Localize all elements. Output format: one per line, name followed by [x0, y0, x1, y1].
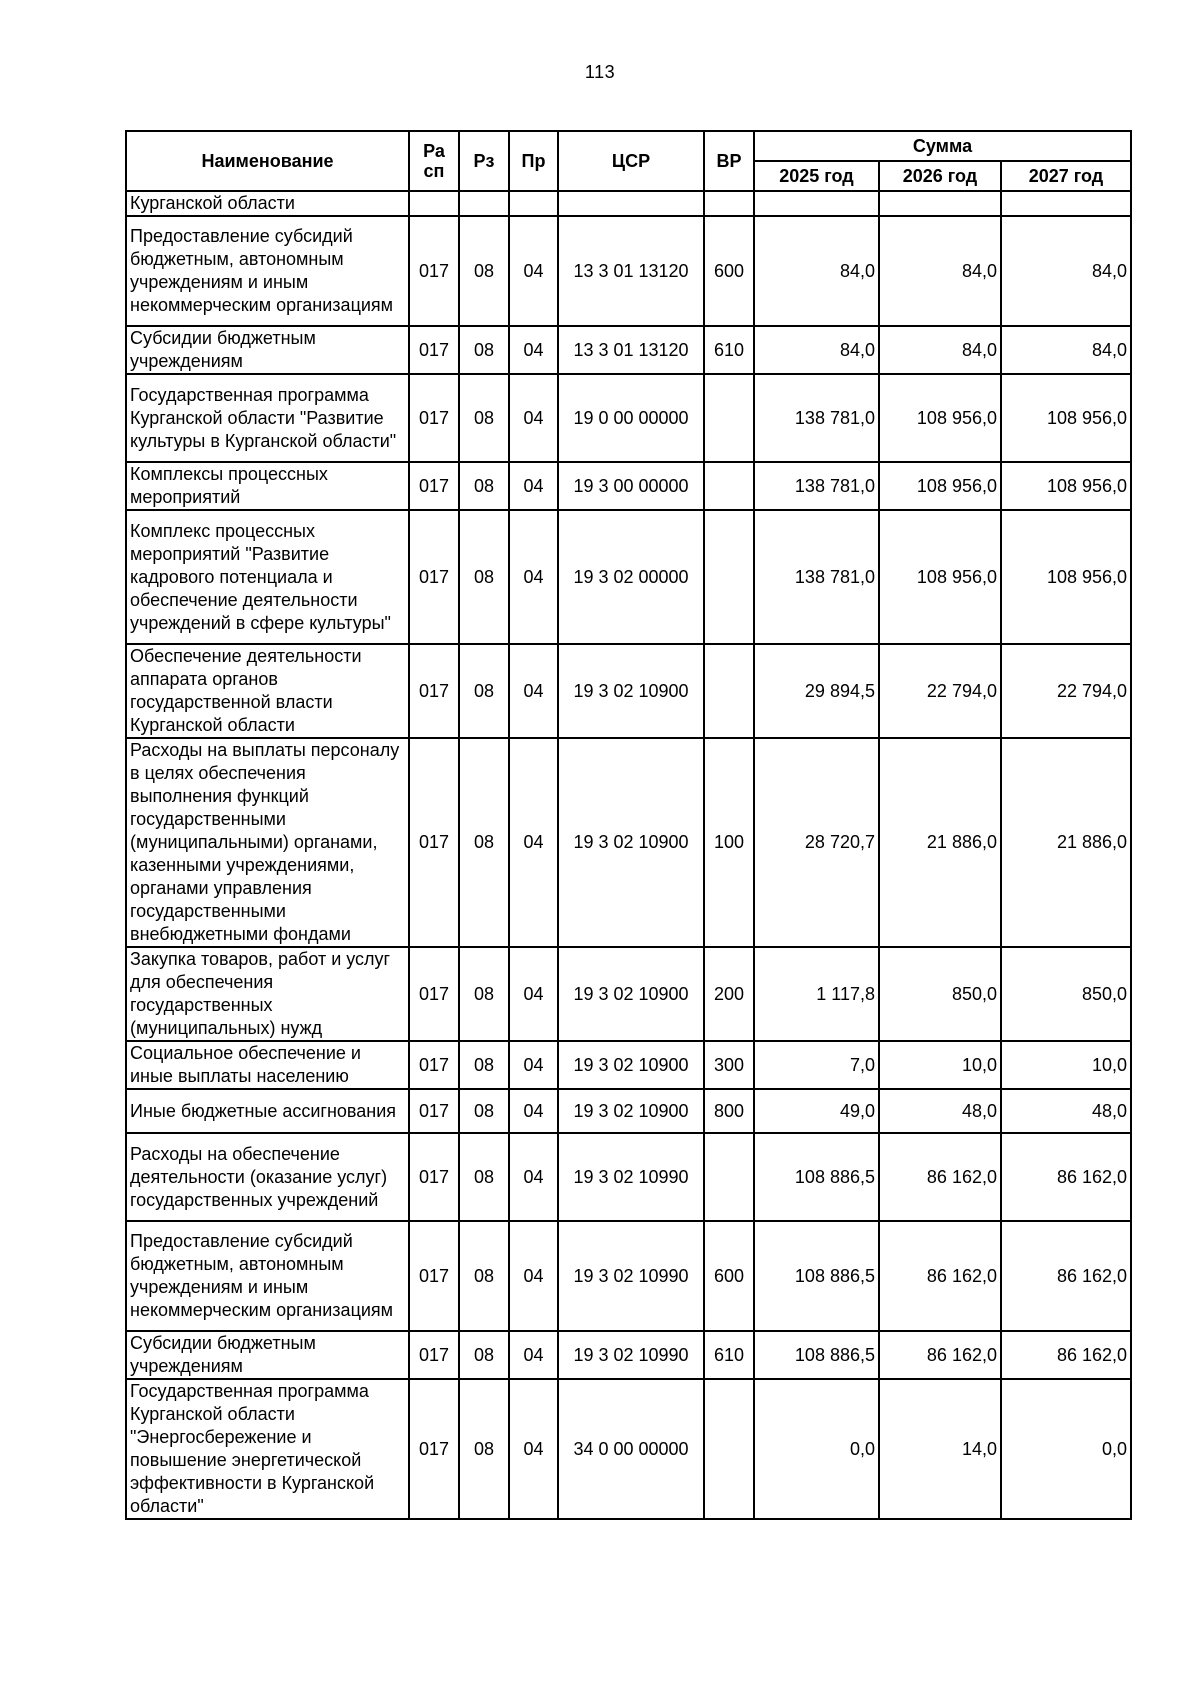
- row-sum-2026: 14,0: [879, 1379, 1001, 1519]
- row-sum-2025: 138 781,0: [754, 462, 879, 510]
- row-rz: 08: [459, 1379, 509, 1519]
- row-rasp: 017: [409, 326, 459, 374]
- row-sum-2026: 22 794,0: [879, 644, 1001, 738]
- row-pr: 04: [509, 1379, 558, 1519]
- row-pr: 04: [509, 738, 558, 947]
- row-rz: 08: [459, 1041, 509, 1089]
- row-sum-2025: 1 117,8: [754, 947, 879, 1041]
- row-sum-2026: 86 162,0: [879, 1331, 1001, 1379]
- row-sum-2027: 84,0: [1001, 326, 1131, 374]
- row-sum-2025: 84,0: [754, 326, 879, 374]
- row-pr: 04: [509, 947, 558, 1041]
- row-rasp: 017: [409, 644, 459, 738]
- row-sum-2025: 49,0: [754, 1089, 879, 1133]
- table-header: [126, 131, 1131, 191]
- row-vr: 600: [704, 1221, 754, 1331]
- row-sum-2027: 21 886,0: [1001, 738, 1131, 947]
- page-number: 113: [584, 62, 616, 82]
- row-sum-2025: 108 886,5: [754, 1133, 879, 1221]
- row-pr: 04: [509, 1041, 558, 1089]
- row-csr: 19 3 00 00000: [558, 462, 704, 510]
- header-sum: Сумма: [754, 131, 1131, 161]
- row-sum-2027: 86 162,0: [1001, 1331, 1131, 1379]
- row-rasp: 017: [409, 1041, 459, 1089]
- row-sum-2027: 850,0: [1001, 947, 1131, 1041]
- row-sum-2025: 7,0: [754, 1041, 879, 1089]
- row-sum-2026: [879, 191, 1001, 216]
- row-pr: 04: [509, 326, 558, 374]
- row-vr: [704, 644, 754, 738]
- row-name: Иные бюджетные ассигнования: [126, 1089, 409, 1133]
- table-row: [126, 1379, 1131, 1519]
- row-name: Государственная программа Курганской области "Энергосбережение и повышение энергетической эффективности в Курганской области": [126, 1379, 409, 1519]
- row-csr: 19 3 02 10990: [558, 1133, 704, 1221]
- row-rasp: 017: [409, 462, 459, 510]
- row-pr: 04: [509, 462, 558, 510]
- row-rasp: 017: [409, 1379, 459, 1519]
- row-vr: 600: [704, 216, 754, 326]
- row-name: Расходы на обеспечение деятельности (оказание услуг) государственных учреждений: [126, 1133, 409, 1221]
- row-csr: 34 0 00 00000: [558, 1379, 704, 1519]
- row-sum-2027: 0,0: [1001, 1379, 1131, 1519]
- row-name: Обеспечение деятельности аппарата органов государственной власти Курганской области: [126, 644, 409, 738]
- row-sum-2025: 138 781,0: [754, 374, 879, 462]
- row-pr: 04: [509, 374, 558, 462]
- row-vr: [704, 1379, 754, 1519]
- row-rz: 08: [459, 374, 509, 462]
- row-rasp: [409, 191, 459, 216]
- row-csr: [558, 191, 704, 216]
- row-sum-2026: 10,0: [879, 1041, 1001, 1089]
- row-csr: 19 3 02 10990: [558, 1221, 704, 1331]
- row-name: Предоставление субсидий бюджетным, автономным учреждениям и иным некоммерческим организациям: [126, 216, 409, 326]
- header-rasp: Ра сп: [409, 131, 459, 191]
- row-sum-2027: 10,0: [1001, 1041, 1131, 1089]
- row-name: Курганской области: [126, 191, 409, 216]
- row-name: Субсидии бюджетным учреждениям: [126, 326, 409, 374]
- row-rz: 08: [459, 738, 509, 947]
- row-rz: 08: [459, 644, 509, 738]
- row-sum-2025: 0,0: [754, 1379, 879, 1519]
- row-rz: 08: [459, 510, 509, 644]
- row-vr: 100: [704, 738, 754, 947]
- row-csr: 19 3 02 10900: [558, 644, 704, 738]
- row-rasp: 017: [409, 374, 459, 462]
- row-sum-2027: 22 794,0: [1001, 644, 1131, 738]
- row-rasp: 017: [409, 216, 459, 326]
- header-name: Наименование: [126, 131, 409, 191]
- table-row: [126, 191, 1131, 216]
- row-vr: 300: [704, 1041, 754, 1089]
- row-vr: 800: [704, 1089, 754, 1133]
- row-sum-2026: 84,0: [879, 326, 1001, 374]
- row-rz: 08: [459, 1133, 509, 1221]
- row-pr: 04: [509, 1221, 558, 1331]
- row-sum-2027: 108 956,0: [1001, 374, 1131, 462]
- row-sum-2025: 108 886,5: [754, 1331, 879, 1379]
- row-pr: 04: [509, 1089, 558, 1133]
- row-vr: [704, 374, 754, 462]
- row-name: Комплекс процессных мероприятий "Развитие кадрового потенциала и обеспечение деятельности учреждений в сфере культуры": [126, 510, 409, 644]
- table-row: [126, 1331, 1131, 1379]
- row-pr: [509, 191, 558, 216]
- row-vr: [704, 191, 754, 216]
- row-sum-2025: 28 720,7: [754, 738, 879, 947]
- row-csr: 13 3 01 13120: [558, 216, 704, 326]
- row-pr: 04: [509, 1331, 558, 1379]
- row-sum-2025: 84,0: [754, 216, 879, 326]
- row-rz: 08: [459, 1221, 509, 1331]
- row-sum-2026: 48,0: [879, 1089, 1001, 1133]
- table-row: [126, 216, 1131, 326]
- row-rz: 08: [459, 216, 509, 326]
- row-rz: 08: [459, 947, 509, 1041]
- header-pr: Пр: [509, 131, 558, 191]
- row-csr: 19 3 02 00000: [558, 510, 704, 644]
- row-sum-2027: [1001, 191, 1131, 216]
- row-sum-2027: 84,0: [1001, 216, 1131, 326]
- row-csr: 19 3 02 10900: [558, 1041, 704, 1089]
- table-row: [126, 1133, 1131, 1221]
- row-sum-2026: 21 886,0: [879, 738, 1001, 947]
- table-row: [126, 1089, 1131, 1133]
- row-sum-2027: 86 162,0: [1001, 1133, 1131, 1221]
- row-vr: 610: [704, 1331, 754, 1379]
- row-sum-2027: 86 162,0: [1001, 1221, 1131, 1331]
- row-vr: [704, 510, 754, 644]
- row-rz: [459, 191, 509, 216]
- row-sum-2026: 850,0: [879, 947, 1001, 1041]
- table-row: [126, 1221, 1131, 1331]
- table-row: [126, 326, 1131, 374]
- row-csr: 19 3 02 10900: [558, 738, 704, 947]
- row-rz: 08: [459, 1089, 509, 1133]
- row-vr: 610: [704, 326, 754, 374]
- row-vr: [704, 1133, 754, 1221]
- row-rasp: 017: [409, 1331, 459, 1379]
- row-pr: 04: [509, 644, 558, 738]
- row-pr: 04: [509, 1133, 558, 1221]
- row-name: Субсидии бюджетным учреждениям: [126, 1331, 409, 1379]
- row-rz: 08: [459, 1331, 509, 1379]
- row-rasp: 017: [409, 1221, 459, 1331]
- row-csr: 19 3 02 10900: [558, 947, 704, 1041]
- row-sum-2026: 86 162,0: [879, 1133, 1001, 1221]
- header-csr: ЦСР: [558, 131, 704, 191]
- row-sum-2026: 86 162,0: [879, 1221, 1001, 1331]
- row-vr: [704, 462, 754, 510]
- header-rz: Рз: [459, 131, 509, 191]
- row-sum-2025: 29 894,5: [754, 644, 879, 738]
- table-row: [126, 738, 1131, 947]
- row-name: Предоставление субсидий бюджетным, автономным учреждениям и иным некоммерческим организациям: [126, 1221, 409, 1331]
- table-body: [126, 191, 1131, 1519]
- table-row: [126, 644, 1131, 738]
- row-sum-2025: 108 886,5: [754, 1221, 879, 1331]
- budget-table: [125, 130, 1132, 1520]
- row-sum-2025: 138 781,0: [754, 510, 879, 644]
- row-rz: 08: [459, 462, 509, 510]
- row-rasp: 017: [409, 1133, 459, 1221]
- row-pr: 04: [509, 510, 558, 644]
- row-rasp: 017: [409, 738, 459, 947]
- row-sum-2026: 108 956,0: [879, 374, 1001, 462]
- row-rasp: 017: [409, 1089, 459, 1133]
- row-csr: 13 3 01 13120: [558, 326, 704, 374]
- row-name: Социальное обеспечение и иные выплаты населению: [126, 1041, 409, 1089]
- table-row: [126, 374, 1131, 462]
- row-sum-2026: 108 956,0: [879, 510, 1001, 644]
- table-row: [126, 462, 1131, 510]
- row-rasp: 017: [409, 510, 459, 644]
- row-name: Государственная программа Курганской области "Развитие культуры в Курганской области": [126, 374, 409, 462]
- row-sum-2027: 108 956,0: [1001, 510, 1131, 644]
- row-sum-2025: [754, 191, 879, 216]
- row-vr: 200: [704, 947, 754, 1041]
- row-sum-2027: 108 956,0: [1001, 462, 1131, 510]
- row-csr: 19 3 02 10900: [558, 1089, 704, 1133]
- header-year-2027: 2027 год: [1001, 161, 1131, 191]
- row-csr: 19 0 00 00000: [558, 374, 704, 462]
- row-rasp: 017: [409, 947, 459, 1041]
- header-year-2026: 2026 год: [879, 161, 1001, 191]
- row-pr: 04: [509, 216, 558, 326]
- row-name: Расходы на выплаты персоналу в целях обеспечения выполнения функций государственными (муниципальными) органами, казенными учреждениями, органами управления государственными внебюджетными фондами: [126, 738, 409, 947]
- row-name: Закупка товаров, работ и услуг для обеспечения государственных (муниципальных) нужд: [126, 947, 409, 1041]
- header-year-2025: 2025 год: [754, 161, 879, 191]
- row-name: Комплексы процессных мероприятий: [126, 462, 409, 510]
- header-vr: ВР: [704, 131, 754, 191]
- row-sum-2026: 108 956,0: [879, 462, 1001, 510]
- row-sum-2026: 84,0: [879, 216, 1001, 326]
- table-row: [126, 947, 1131, 1041]
- table-row: [126, 510, 1131, 644]
- row-rz: 08: [459, 326, 509, 374]
- row-sum-2027: 48,0: [1001, 1089, 1131, 1133]
- row-csr: 19 3 02 10990: [558, 1331, 704, 1379]
- table-row: [126, 1041, 1131, 1089]
